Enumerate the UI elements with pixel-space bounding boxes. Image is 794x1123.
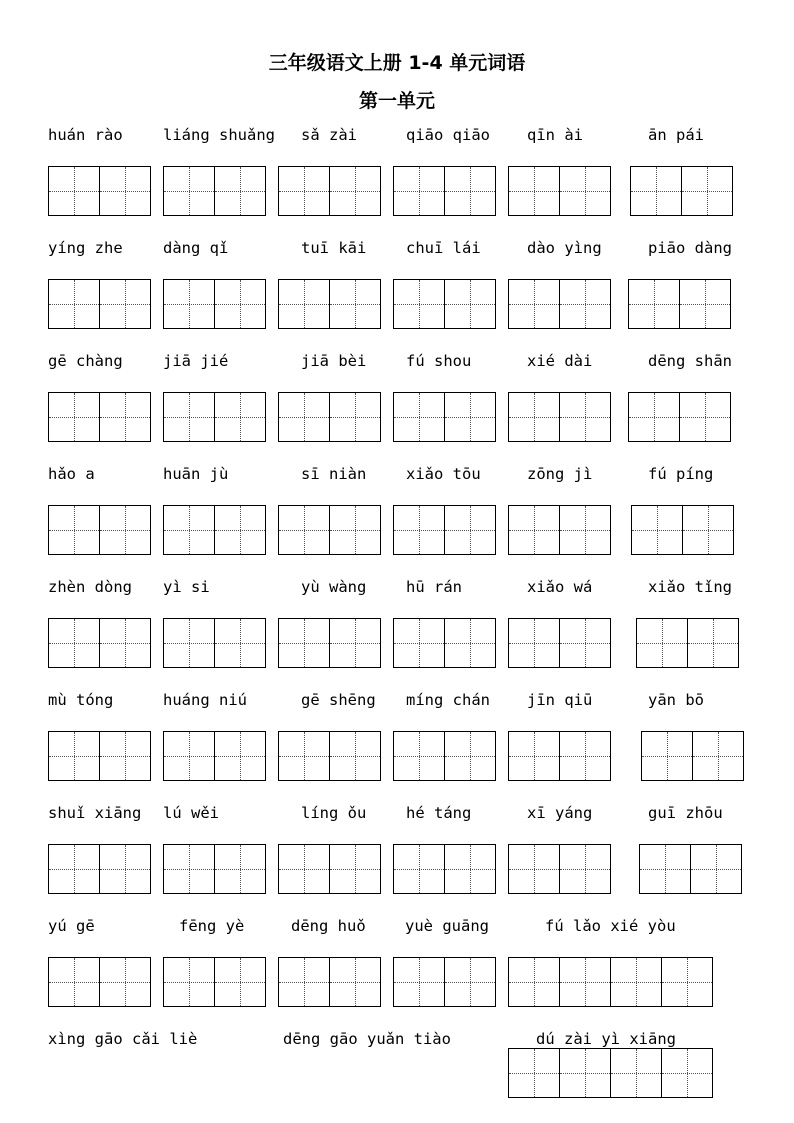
grid-cell[interactable]: [629, 279, 680, 329]
writing-grid[interactable]: [278, 731, 381, 781]
word-pinyin: míng chán: [406, 691, 490, 709]
grid-cell[interactable]: [164, 392, 215, 442]
grid-cell[interactable]: [279, 166, 330, 216]
writing-grid[interactable]: [278, 844, 381, 894]
grid-cell[interactable]: [330, 166, 381, 216]
grid-cell[interactable]: [100, 844, 151, 894]
writing-grid[interactable]: [393, 392, 496, 442]
grid-cell[interactable]: [215, 957, 266, 1007]
grid-cell[interactable]: [394, 618, 445, 668]
word-pinyin: mù tóng: [48, 691, 114, 709]
grid-cell[interactable]: [445, 731, 496, 781]
grid-cell[interactable]: [394, 505, 445, 555]
grid-cell[interactable]: [279, 844, 330, 894]
writing-grid[interactable]: [163, 844, 266, 894]
word-pinyin: xìng gāo cǎi liè: [48, 1030, 198, 1048]
grid-cell[interactable]: [394, 279, 445, 329]
grid-cell[interactable]: [330, 957, 381, 1007]
grid-cell[interactable]: [49, 279, 100, 329]
word-pinyin: dào yìng: [527, 239, 602, 257]
word-pinyin: fú píng: [648, 465, 714, 483]
grid-cell[interactable]: [509, 392, 560, 442]
grid-cell[interactable]: [640, 844, 691, 894]
writing-grid[interactable]: [163, 731, 266, 781]
grid-cell[interactable]: [330, 392, 381, 442]
word-pinyin: sǎ zài: [301, 126, 357, 144]
writing-grid[interactable]: [628, 392, 731, 442]
writing-grid[interactable]: [508, 505, 611, 555]
word-pinyin: yú gē: [48, 917, 95, 935]
grid-cell[interactable]: [680, 392, 731, 442]
writing-grid[interactable]: [278, 618, 381, 668]
grid-cell[interactable]: [445, 618, 496, 668]
grid-cell[interactable]: [164, 731, 215, 781]
grid-cell[interactable]: [509, 1048, 560, 1098]
writing-grid[interactable]: [393, 505, 496, 555]
grid-cell[interactable]: [560, 1048, 611, 1098]
grid-cell[interactable]: [445, 505, 496, 555]
grid-cell[interactable]: [49, 844, 100, 894]
grid-cell[interactable]: [682, 166, 733, 216]
writing-grid[interactable]: [630, 166, 733, 216]
writing-grid[interactable]: [508, 392, 611, 442]
grid-cell[interactable]: [100, 731, 151, 781]
writing-grid[interactable]: [163, 166, 266, 216]
writing-grid[interactable]: [278, 166, 381, 216]
word-pinyin: hū rán: [406, 578, 462, 596]
grid-cell[interactable]: [279, 392, 330, 442]
grid-cell[interactable]: [611, 1048, 662, 1098]
writing-grid[interactable]: [393, 279, 496, 329]
grid-cell[interactable]: [662, 957, 713, 1007]
writing-grid[interactable]: [163, 957, 266, 1007]
grid-cell[interactable]: [215, 618, 266, 668]
word-pinyin: dàng qǐ: [163, 239, 229, 257]
word-pinyin: piāo dàng: [648, 239, 732, 257]
word-pinyin: ān pái: [648, 126, 704, 144]
grid-cell[interactable]: [279, 618, 330, 668]
word-pinyin: hǎo a: [48, 465, 95, 483]
grid-cell[interactable]: [394, 844, 445, 894]
writing-grid[interactable]: [163, 618, 266, 668]
grid-cell[interactable]: [509, 279, 560, 329]
writing-grid[interactable]: [278, 957, 381, 1007]
writing-grid[interactable]: [639, 844, 742, 894]
page-title: 三年级语文上册 1-4 单元词语: [268, 52, 526, 74]
word-pinyin: xī yáng: [527, 804, 593, 822]
grid-cell[interactable]: [164, 505, 215, 555]
word-pinyin: xiǎo tǐng: [648, 578, 732, 596]
grid-cell[interactable]: [693, 731, 744, 781]
grid-cell[interactable]: [215, 505, 266, 555]
writing-grid[interactable]: [278, 505, 381, 555]
grid-cell[interactable]: [509, 505, 560, 555]
grid-cell[interactable]: [279, 731, 330, 781]
grid-cell[interactable]: [560, 957, 611, 1007]
word-pinyin: huáng niú: [163, 691, 247, 709]
grid-cell[interactable]: [164, 957, 215, 1007]
word-pinyin: xié dài: [527, 352, 593, 370]
writing-grid[interactable]: [163, 279, 266, 329]
grid-cell[interactable]: [509, 166, 560, 216]
writing-grid[interactable]: [48, 505, 151, 555]
grid-cell[interactable]: [215, 731, 266, 781]
grid-cell[interactable]: [683, 505, 734, 555]
writing-grid[interactable]: [508, 618, 611, 668]
grid-cell[interactable]: [330, 505, 381, 555]
writing-grid[interactable]: [278, 279, 381, 329]
word-pinyin: xiǎo tōu: [406, 465, 481, 483]
grid-cell[interactable]: [632, 505, 683, 555]
word-pinyin: jiā bèi: [301, 352, 367, 370]
word-pinyin: dú zài yì xiāng: [536, 1030, 676, 1048]
word-pinyin: zhèn dòng: [48, 578, 132, 596]
word-pinyin: dēng gāo yuǎn tiào: [283, 1030, 451, 1048]
grid-cell[interactable]: [394, 166, 445, 216]
word-pinyin: yuè guāng: [405, 917, 489, 935]
word-pinyin: jīn qiū: [527, 691, 593, 709]
word-pinyin: fú lǎo xié yòu: [545, 917, 676, 935]
writing-grid[interactable]: [508, 279, 611, 329]
grid-cell[interactable]: [100, 279, 151, 329]
writing-grid[interactable]: [631, 505, 734, 555]
writing-grid[interactable]: [508, 731, 611, 781]
word-pinyin: xiǎo wá: [527, 578, 593, 596]
word-pinyin: qīn ài: [527, 126, 583, 144]
grid-cell[interactable]: [49, 505, 100, 555]
grid-cell[interactable]: [560, 731, 611, 781]
grid-cell[interactable]: [164, 166, 215, 216]
writing-grid[interactable]: [48, 279, 151, 329]
grid-cell[interactable]: [629, 392, 680, 442]
writing-grid[interactable]: [48, 392, 151, 442]
word-pinyin: sī niàn: [301, 465, 367, 483]
grid-cell[interactable]: [330, 844, 381, 894]
word-pinyin: lú wěi: [163, 804, 219, 822]
grid-cell[interactable]: [691, 844, 742, 894]
grid-cell[interactable]: [445, 392, 496, 442]
word-pinyin: qiāo qiāo: [406, 126, 490, 144]
word-pinyin: guī zhōu: [648, 804, 723, 822]
grid-cell[interactable]: [100, 166, 151, 216]
grid-cell[interactable]: [100, 392, 151, 442]
grid-cell[interactable]: [394, 392, 445, 442]
grid-cell[interactable]: [215, 392, 266, 442]
writing-grid[interactable]: [48, 731, 151, 781]
grid-cell[interactable]: [330, 618, 381, 668]
writing-grid[interactable]: [508, 166, 611, 216]
grid-cell[interactable]: [509, 618, 560, 668]
word-pinyin: fú shou: [406, 352, 472, 370]
grid-cell[interactable]: [394, 957, 445, 1007]
grid-cell[interactable]: [330, 731, 381, 781]
grid-cell[interactable]: [509, 731, 560, 781]
grid-cell[interactable]: [100, 957, 151, 1007]
grid-cell[interactable]: [631, 166, 682, 216]
writing-grid[interactable]: [393, 731, 496, 781]
grid-cell[interactable]: [215, 166, 266, 216]
grid-cell[interactable]: [330, 279, 381, 329]
grid-cell[interactable]: [279, 279, 330, 329]
word-pinyin: yíng zhe: [48, 239, 123, 257]
word-pinyin: huán rào: [48, 126, 123, 144]
word-pinyin: zōng jì: [527, 465, 593, 483]
word-pinyin: tuī kāi: [301, 239, 367, 257]
grid-cell[interactable]: [611, 957, 662, 1007]
word-pinyin: huān jù: [163, 465, 229, 483]
writing-grid[interactable]: [508, 844, 611, 894]
word-pinyin: jiā jié: [163, 352, 229, 370]
grid-cell[interactable]: [49, 731, 100, 781]
word-pinyin: dēng shān: [648, 352, 732, 370]
grid-cell[interactable]: [509, 957, 560, 1007]
word-pinyin: gē shēng: [301, 691, 376, 709]
grid-cell[interactable]: [279, 957, 330, 1007]
word-pinyin: yì si: [163, 578, 210, 596]
grid-cell[interactable]: [49, 957, 100, 1007]
grid-cell[interactable]: [560, 392, 611, 442]
writing-grid[interactable]: [48, 166, 151, 216]
grid-cell[interactable]: [215, 844, 266, 894]
writing-grid[interactable]: [163, 505, 266, 555]
unit-title: 第一单元: [358, 90, 435, 112]
writing-grid[interactable]: [393, 166, 496, 216]
grid-cell[interactable]: [164, 279, 215, 329]
grid-cell[interactable]: [100, 618, 151, 668]
word-pinyin: líng ǒu: [301, 804, 367, 822]
grid-cell[interactable]: [394, 731, 445, 781]
grid-cell[interactable]: [164, 844, 215, 894]
grid-cell[interactable]: [49, 166, 100, 216]
word-pinyin: liáng shuǎng: [163, 126, 275, 144]
grid-cell[interactable]: [215, 279, 266, 329]
grid-cell[interactable]: [445, 844, 496, 894]
grid-cell[interactable]: [445, 957, 496, 1007]
word-pinyin: chuī lái: [406, 239, 481, 257]
grid-cell[interactable]: [560, 166, 611, 216]
writing-grid[interactable]: [48, 844, 151, 894]
grid-cell[interactable]: [688, 618, 739, 668]
word-pinyin: shuǐ xiāng: [48, 804, 142, 822]
grid-cell[interactable]: [662, 1048, 713, 1098]
writing-grid[interactable]: [508, 1048, 713, 1098]
grid-cell[interactable]: [560, 505, 611, 555]
word-pinyin: gē chàng: [48, 352, 123, 370]
grid-cell[interactable]: [642, 731, 693, 781]
writing-grid[interactable]: [628, 279, 731, 329]
grid-cell[interactable]: [560, 618, 611, 668]
writing-grid[interactable]: [641, 731, 744, 781]
grid-cell[interactable]: [49, 392, 100, 442]
word-pinyin: hé táng: [406, 804, 472, 822]
grid-cell[interactable]: [49, 618, 100, 668]
writing-grid[interactable]: [508, 957, 713, 1007]
word-pinyin: yān bō: [648, 691, 704, 709]
grid-cell[interactable]: [680, 279, 731, 329]
grid-cell[interactable]: [560, 279, 611, 329]
grid-cell[interactable]: [164, 618, 215, 668]
writing-grid[interactable]: [636, 618, 739, 668]
grid-cell[interactable]: [637, 618, 688, 668]
writing-grid[interactable]: [278, 392, 381, 442]
word-pinyin: yù wàng: [301, 578, 367, 596]
writing-grid[interactable]: [163, 392, 266, 442]
grid-cell[interactable]: [445, 279, 496, 329]
writing-grid[interactable]: [393, 618, 496, 668]
writing-grid[interactable]: [48, 957, 151, 1007]
grid-cell[interactable]: [445, 166, 496, 216]
grid-cell[interactable]: [560, 844, 611, 894]
writing-grid[interactable]: [48, 618, 151, 668]
writing-grid[interactable]: [393, 957, 496, 1007]
grid-cell[interactable]: [509, 844, 560, 894]
grid-cell[interactable]: [279, 505, 330, 555]
word-pinyin: dēng huǒ: [291, 917, 366, 935]
grid-cell[interactable]: [100, 505, 151, 555]
word-pinyin: fēng yè: [179, 917, 245, 935]
writing-grid[interactable]: [393, 844, 496, 894]
